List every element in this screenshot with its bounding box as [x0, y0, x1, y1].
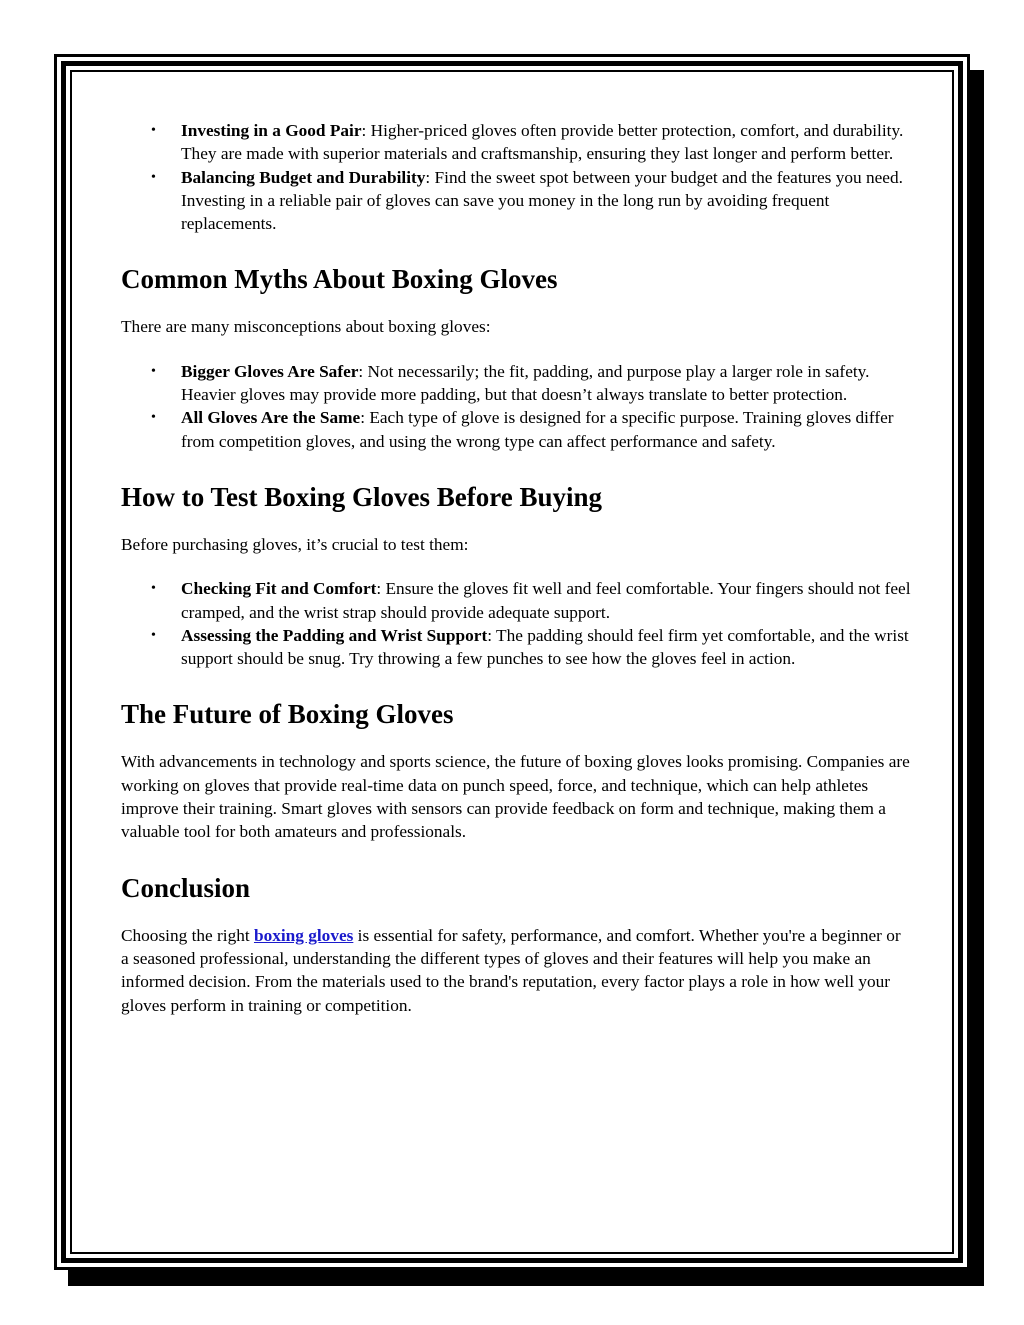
pricing-list — [121, 119, 911, 235]
list-item-text: : Find the sweet spot between your budget and the features you need. Investing in a reliable pair of gloves can save you money in the long run by avoiding frequent replacements. — [181, 167, 903, 234]
list-item-text: : Each type of glove is designed for a specific purpose. Training gloves differ from competition gloves, and using the wrong type can affect performance and safety. — [181, 408, 894, 451]
section-heading-myths: Common Myths About Boxing Gloves — [121, 264, 558, 295]
list-item — [151, 166, 911, 236]
list-item-text: : Not necessarily; the fit, padding, and purpose play a larger role in safety. Heavier gloves may provide more padding, but that doesn’t always translate to better protection. — [181, 361, 870, 405]
list-item-term: Bigger Gloves Are Safer — [181, 361, 359, 381]
list-item-text: : Ensure the gloves fit well and feel comfortable. Your fingers should not feel cramped, and the wrist strap should provide adequate support. — [181, 579, 911, 622]
list-item — [151, 119, 911, 166]
bullet-icon: • — [151, 123, 156, 138]
conclusion-paragraph — [121, 924, 911, 1017]
boxing-gloves-link[interactable]: boxing gloves — [253, 925, 354, 945]
test-list — [121, 577, 911, 670]
test-intro: Before purchasing gloves, it’s crucial to test them: — [121, 534, 469, 554]
future-paragraph: With advancements in technology and sports science, the future of boxing gloves looks promising. Companies are working on gloves that provide real-time data on punch speed, force, and technique, which can help athletes improve their training. Smart gloves with sensors can provide feedback on form and technique, making them a valuable tool for both amateurs and professionals. — [121, 752, 910, 842]
document-body — [121, 119, 911, 1017]
myths-list — [121, 360, 911, 453]
myths-intro: There are many misconceptions about boxing gloves: — [121, 317, 491, 337]
section-heading-future: The Future of Boxing Gloves — [121, 699, 454, 730]
bullet-icon: • — [151, 169, 156, 185]
bullet-icon: • — [151, 363, 156, 379]
conclusion-text-end: is essential for safety, performance, and comfort. Whether you're a beginner or a seasoned professional, understanding the different types of gloves and their features will help you make an informed decision. From the materials used to the brand's reputation, every factor plays a role in how well your gloves perform in training or competition. — [121, 925, 901, 1015]
conclusion-text-start: Choosing the right — [121, 925, 254, 945]
section-heading-conclusion: Conclusion — [121, 872, 251, 903]
list-item — [151, 406, 911, 453]
bullet-icon: • — [151, 627, 156, 643]
list-item-term: Balancing Budget and Durability — [181, 167, 426, 187]
list-item — [151, 624, 911, 671]
list-item-term: All Gloves Are the Same — [181, 408, 361, 428]
list-item — [151, 360, 911, 407]
bullet-icon: • — [151, 581, 156, 597]
list-item-term: Checking Fit and Comfort — [181, 579, 377, 599]
list-item-term: Investing in a Good Pair — [181, 121, 362, 140]
list-item-text: : The padding should feel firm yet comfortable, and the wrist support should be snug. Try throwing a few punches to see how the gloves feel in action. — [181, 625, 909, 669]
bullet-icon: • — [151, 410, 156, 426]
list-item — [151, 577, 911, 624]
list-item-text: : Higher-priced gloves often provide better protection, comfort, and durability. They are made with superior materials and craftsmanship, ensuring they last longer and perform better. — [181, 121, 904, 164]
section-heading-test: How to Test Boxing Gloves Before Buying — [121, 481, 603, 512]
list-item-term: Assessing the Padding and Wrist Support — [181, 625, 488, 645]
